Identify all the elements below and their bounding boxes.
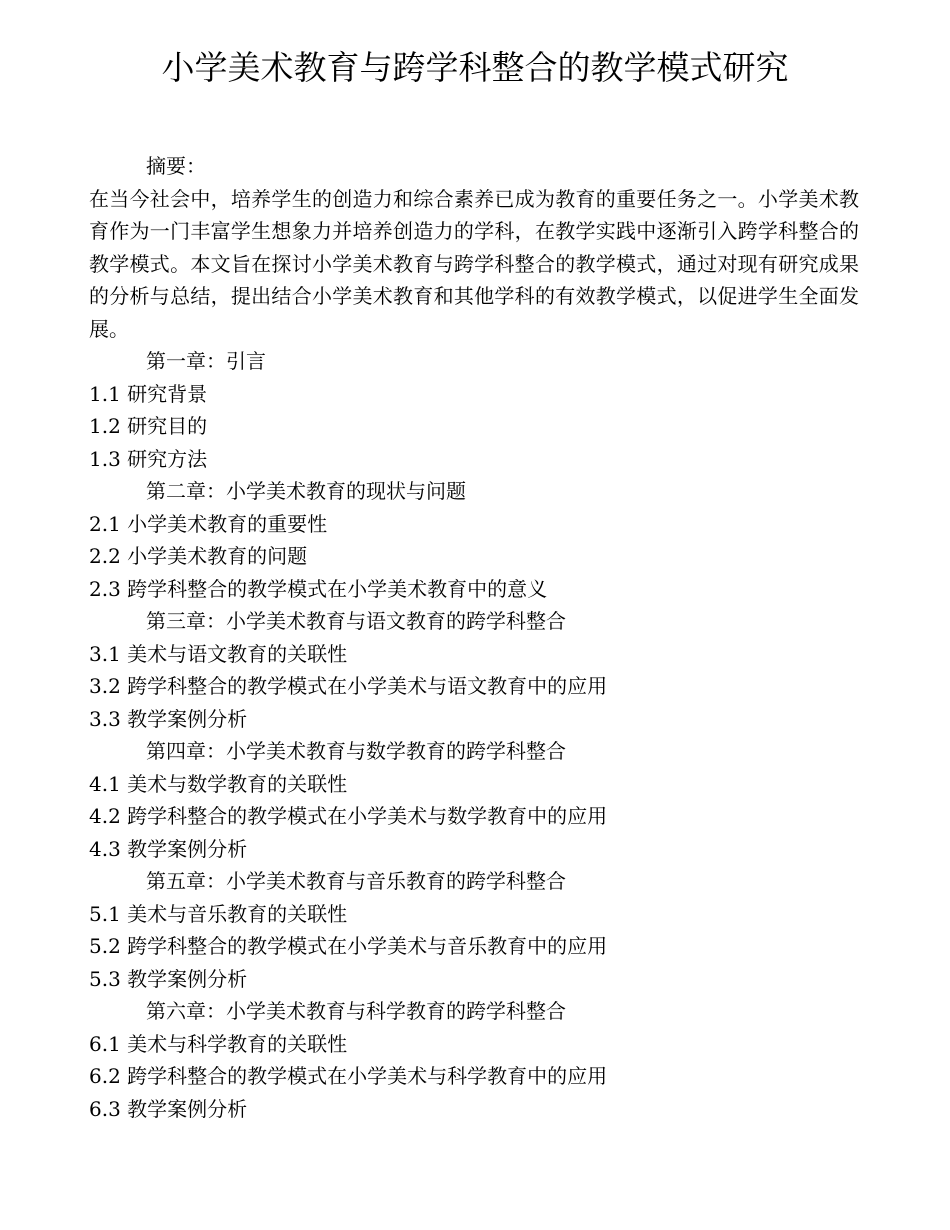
section-item: 5.2 跨学科整合的教学模式在小学美术与音乐教育中的应用 [89, 934, 608, 959]
abstract-label: 摘要： [146, 154, 206, 178]
section-item: 6.1 美术与科学教育的关联性 [89, 1031, 348, 1056]
section-item: 4.2 跨学科整合的教学模式在小学美术与数学教育中的应用 [89, 804, 608, 829]
document-body [89, 150, 859, 1125]
section-item: 4.3 教学案例分析 [89, 836, 248, 861]
section-item: 1.3 研究方法 [89, 446, 208, 471]
section-item: 3.2 跨学科整合的教学模式在小学美术与语文教育中的应用 [89, 674, 608, 699]
document-title: 小学美术教育与跨学科整合的教学模式研究 [161, 48, 789, 87]
section-item: 4.1 美术与数学教育的关联性 [89, 771, 348, 796]
section-item: 2.1 小学美术教育的重要性 [89, 511, 328, 536]
chapter-title: 第六章：小学美术教育与科学教育的跨学科整合 [146, 999, 566, 1024]
chapter [89, 605, 859, 735]
chapter [89, 865, 859, 995]
abstract-text: 在当今社会中，培养学生的创造力和综合素养已成为教育的重要任务之一。小学美术教育作为一门丰富学生想象力并培养创造力的学科，在教学实践中逐渐引入跨学科整合的教学模式。本文旨在探讨小学美术教育与跨学科整合的教学模式，通过对现有研究成果的分析与总结，提出结合小学美术教育和其他学科的有效教学模式，以促进学生全面发展。 [89, 186, 859, 341]
chapter-title: 第二章：小学美术教育的现状与问题 [146, 479, 466, 504]
chapter [89, 475, 859, 605]
chapter [89, 995, 859, 1125]
chapter-title: 第四章：小学美术教育与数学教育的跨学科整合 [146, 739, 566, 764]
table-of-contents [89, 345, 859, 1125]
chapter-title: 第五章：小学美术教育与音乐教育的跨学科整合 [146, 869, 566, 894]
chapter [89, 735, 859, 865]
section-item: 5.1 美术与音乐教育的关联性 [89, 901, 348, 926]
chapter-title: 第一章：引言 [146, 349, 266, 374]
section-item: 2.3 跨学科整合的教学模式在小学美术教育中的意义 [89, 576, 548, 601]
section-item: 1.1 研究背景 [89, 381, 208, 406]
section-item: 2.2 小学美术教育的问题 [89, 544, 308, 569]
section-item: 1.2 研究目的 [89, 414, 208, 439]
section-item: 3.1 美术与语文教育的关联性 [89, 641, 348, 666]
section-item: 3.3 教学案例分析 [89, 706, 248, 731]
chapter-title: 第三章：小学美术教育与语文教育的跨学科整合 [146, 609, 566, 634]
chapter [89, 345, 859, 475]
section-item: 5.3 教学案例分析 [89, 966, 248, 991]
section-item: 6.2 跨学科整合的教学模式在小学美术与科学教育中的应用 [89, 1064, 608, 1089]
section-item: 6.3 教学案例分析 [89, 1096, 248, 1121]
